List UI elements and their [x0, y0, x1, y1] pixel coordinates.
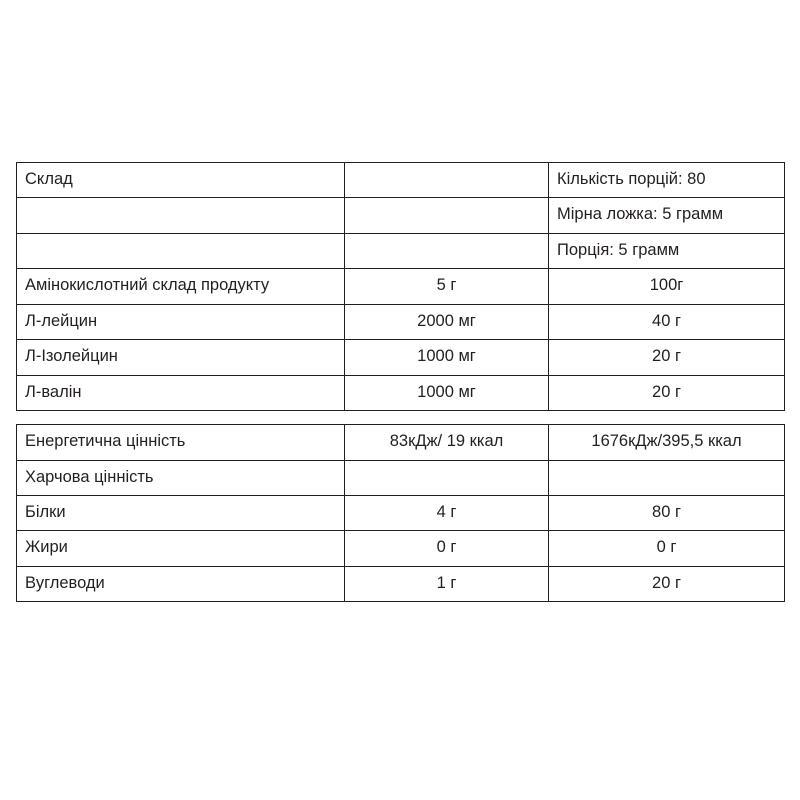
table-row — [17, 460, 785, 495]
empty-cell — [345, 233, 549, 268]
table-row — [17, 233, 785, 268]
amino-profile-per-100g: 100г — [549, 269, 785, 304]
row-label-valine: Л-валін — [17, 375, 345, 410]
spacer-cell — [17, 411, 345, 425]
leucine-per-100g: 40 г — [549, 304, 785, 339]
row-label-carbs: Вуглеводи — [17, 566, 345, 601]
empty-cell — [17, 198, 345, 233]
valine-per-serving: 1000 мг — [345, 375, 549, 410]
table-spacer-row — [17, 411, 785, 425]
table-row — [17, 304, 785, 339]
spacer-cell — [549, 411, 785, 425]
row-label-composition: Склад — [17, 163, 345, 198]
fat-per-100g: 0 г — [549, 531, 785, 566]
table-row — [17, 566, 785, 601]
row-label-fat: Жири — [17, 531, 345, 566]
energy-per-serving: 83кДж/ 19 ккал — [345, 425, 549, 460]
empty-cell — [17, 233, 345, 268]
valine-per-100g: 20 г — [549, 375, 785, 410]
protein-per-100g: 80 г — [549, 495, 785, 530]
table-row — [17, 375, 785, 410]
servings-count: Кількість порцій: 80 — [549, 163, 785, 198]
table-row — [17, 425, 785, 460]
carbs-per-100g: 20 г — [549, 566, 785, 601]
nutrition-facts-table — [16, 162, 785, 602]
fat-per-serving: 0 г — [345, 531, 549, 566]
row-label-leucine: Л-лейцин — [17, 304, 345, 339]
row-label-nutritional-value: Харчова цінність — [17, 460, 345, 495]
carbs-per-serving: 1 г — [345, 566, 549, 601]
table-row — [17, 531, 785, 566]
spacer-cell — [345, 411, 549, 425]
energy-per-100g: 1676кДж/395,5 ккал — [549, 425, 785, 460]
isoleucine-per-serving: 1000 мг — [345, 340, 549, 375]
table-row — [17, 269, 785, 304]
table-row — [17, 495, 785, 530]
nutrition-table-body — [17, 163, 785, 602]
table-row — [17, 163, 785, 198]
row-label-energy: Енергетична цінність — [17, 425, 345, 460]
scoop-size: Мірна ложка: 5 грамм — [549, 198, 785, 233]
empty-cell — [549, 460, 785, 495]
table-row — [17, 198, 785, 233]
empty-cell — [345, 460, 549, 495]
leucine-per-serving: 2000 мг — [345, 304, 549, 339]
serving-size: Порція: 5 грамм — [549, 233, 785, 268]
isoleucine-per-100g: 20 г — [549, 340, 785, 375]
empty-cell — [345, 198, 549, 233]
protein-per-serving: 4 г — [345, 495, 549, 530]
row-label-isoleucine: Л-Ізолейцин — [17, 340, 345, 375]
row-label-protein: Білки — [17, 495, 345, 530]
nutrition-table-container — [16, 162, 784, 602]
amino-profile-per-serving: 5 г — [345, 269, 549, 304]
row-label-amino-profile: Амінокислотний склад продукту — [17, 269, 345, 304]
empty-cell — [345, 163, 549, 198]
table-row — [17, 340, 785, 375]
